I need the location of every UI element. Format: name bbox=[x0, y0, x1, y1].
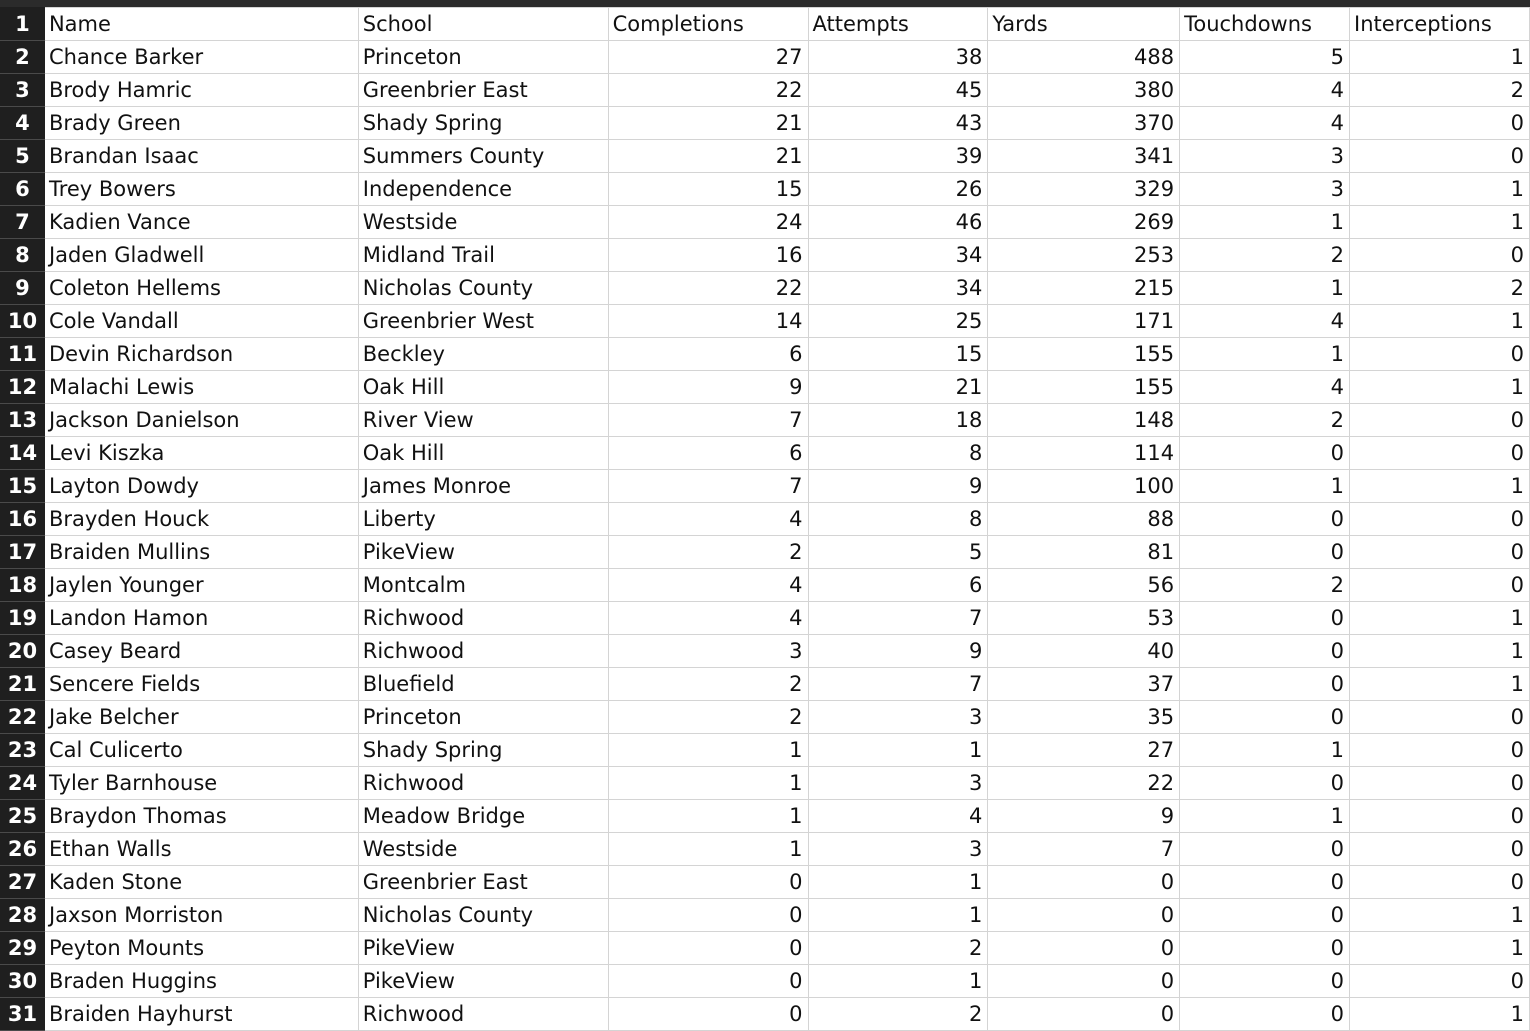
cell-completions[interactable]: 0 bbox=[608, 932, 808, 965]
cell-touchdowns[interactable]: 3 bbox=[1180, 140, 1350, 173]
cell-interceptions[interactable]: 0 bbox=[1350, 965, 1530, 998]
cell-touchdowns[interactable]: 0 bbox=[1180, 602, 1350, 635]
cell-touchdowns[interactable]: 0 bbox=[1180, 998, 1350, 1031]
cell-school[interactable]: Westside bbox=[358, 206, 608, 239]
cell-yards[interactable]: 0 bbox=[988, 932, 1180, 965]
cell-interceptions[interactable]: 0 bbox=[1350, 800, 1530, 833]
table-row bbox=[1, 503, 1530, 536]
cell-completions[interactable]: 0 bbox=[608, 866, 808, 899]
table-row bbox=[1, 41, 1530, 74]
header-cell-completions[interactable]: Completions bbox=[608, 8, 808, 41]
cell-yards[interactable]: 114 bbox=[988, 437, 1180, 470]
cell-touchdowns[interactable]: 1 bbox=[1180, 470, 1350, 503]
cell-completions[interactable]: 15 bbox=[608, 173, 808, 206]
cell-attempts[interactable]: 1 bbox=[808, 866, 988, 899]
header-cell-interceptions[interactable]: Interceptions bbox=[1350, 8, 1530, 41]
cell-name[interactable]: Layton Dowdy bbox=[44, 470, 358, 503]
cell-interceptions[interactable]: 0 bbox=[1350, 404, 1530, 437]
cell-touchdowns[interactable]: 1 bbox=[1180, 800, 1350, 833]
table-row bbox=[1, 800, 1530, 833]
cell-name[interactable]: Coleton Hellems bbox=[44, 272, 358, 305]
cell-touchdowns[interactable]: 0 bbox=[1180, 437, 1350, 470]
cell-name[interactable]: Peyton Mounts bbox=[44, 932, 358, 965]
cell-name[interactable]: Brady Green bbox=[44, 107, 358, 140]
table-row bbox=[1, 668, 1530, 701]
row-number[interactable]: 4 bbox=[1, 107, 45, 140]
table-row bbox=[1, 965, 1530, 998]
table-row bbox=[1, 107, 1530, 140]
cell-touchdowns[interactable]: 3 bbox=[1180, 173, 1350, 206]
cell-attempts[interactable]: 45 bbox=[808, 74, 988, 107]
row-number[interactable]: 9 bbox=[1, 272, 45, 305]
header-row bbox=[1, 8, 1530, 41]
row-number[interactable]: 30 bbox=[1, 965, 45, 998]
row-number[interactable]: 22 bbox=[1, 701, 45, 734]
row-number[interactable]: 10 bbox=[1, 305, 45, 338]
cell-attempts[interactable]: 5 bbox=[808, 536, 988, 569]
cell-name[interactable]: Kaden Stone bbox=[44, 866, 358, 899]
cell-attempts[interactable]: 1 bbox=[808, 734, 988, 767]
cell-attempts[interactable]: 21 bbox=[808, 371, 988, 404]
cell-touchdowns[interactable]: 1 bbox=[1180, 338, 1350, 371]
cell-interceptions[interactable]: 2 bbox=[1350, 74, 1530, 107]
cell-interceptions[interactable]: 1 bbox=[1350, 371, 1530, 404]
row-number[interactable]: 5 bbox=[1, 140, 45, 173]
row-number[interactable]: 24 bbox=[1, 767, 45, 800]
cell-touchdowns[interactable]: 0 bbox=[1180, 932, 1350, 965]
cell-yards[interactable]: 7 bbox=[988, 833, 1180, 866]
cell-name[interactable]: Jake Belcher bbox=[44, 701, 358, 734]
cell-school[interactable]: Richwood bbox=[358, 767, 608, 800]
cell-yards[interactable]: 9 bbox=[988, 800, 1180, 833]
header-cell-school[interactable]: School bbox=[358, 8, 608, 41]
cell-yards[interactable]: 0 bbox=[988, 899, 1180, 932]
cell-attempts[interactable]: 43 bbox=[808, 107, 988, 140]
cell-interceptions[interactable]: 0 bbox=[1350, 569, 1530, 602]
cell-attempts[interactable]: 18 bbox=[808, 404, 988, 437]
cell-touchdowns[interactable]: 0 bbox=[1180, 833, 1350, 866]
cell-interceptions[interactable]: 0 bbox=[1350, 701, 1530, 734]
cell-interceptions[interactable]: 0 bbox=[1350, 338, 1530, 371]
cell-school[interactable]: River View bbox=[358, 404, 608, 437]
cell-attempts[interactable]: 6 bbox=[808, 569, 988, 602]
cell-attempts[interactable]: 2 bbox=[808, 998, 988, 1031]
table-row bbox=[1, 437, 1530, 470]
cell-name[interactable]: Jaden Gladwell bbox=[44, 239, 358, 272]
cell-school[interactable]: Greenbrier West bbox=[358, 305, 608, 338]
cell-completions[interactable]: 27 bbox=[608, 41, 808, 74]
cell-yards[interactable]: 27 bbox=[988, 734, 1180, 767]
table-row bbox=[1, 173, 1530, 206]
cell-name[interactable]: Tyler Barnhouse bbox=[44, 767, 358, 800]
cell-completions[interactable]: 4 bbox=[608, 569, 808, 602]
table-row bbox=[1, 371, 1530, 404]
cell-touchdowns[interactable]: 0 bbox=[1180, 536, 1350, 569]
cell-school[interactable]: Independence bbox=[358, 173, 608, 206]
cell-yards[interactable]: 370 bbox=[988, 107, 1180, 140]
cell-yards[interactable]: 341 bbox=[988, 140, 1180, 173]
cell-yards[interactable]: 329 bbox=[988, 173, 1180, 206]
cell-completions[interactable]: 16 bbox=[608, 239, 808, 272]
cell-school[interactable]: PikeView bbox=[358, 536, 608, 569]
cell-school[interactable]: James Monroe bbox=[358, 470, 608, 503]
row-number[interactable]: 1 bbox=[1, 8, 45, 41]
cell-attempts[interactable]: 38 bbox=[808, 41, 988, 74]
cell-name[interactable]: Jaxson Morriston bbox=[44, 899, 358, 932]
cell-yards[interactable]: 40 bbox=[988, 635, 1180, 668]
cell-touchdowns[interactable]: 0 bbox=[1180, 635, 1350, 668]
cell-school[interactable]: Liberty bbox=[358, 503, 608, 536]
row-number[interactable]: 17 bbox=[1, 536, 45, 569]
cell-touchdowns[interactable]: 1 bbox=[1180, 734, 1350, 767]
row-number[interactable]: 14 bbox=[1, 437, 45, 470]
cell-school[interactable]: Princeton bbox=[358, 41, 608, 74]
cell-completions[interactable]: 6 bbox=[608, 338, 808, 371]
row-number[interactable]: 8 bbox=[1, 239, 45, 272]
cell-name[interactable]: Jackson Danielson bbox=[44, 404, 358, 437]
cell-attempts[interactable]: 3 bbox=[808, 701, 988, 734]
cell-yards[interactable]: 53 bbox=[988, 602, 1180, 635]
cell-completions[interactable]: 2 bbox=[608, 668, 808, 701]
cell-attempts[interactable]: 15 bbox=[808, 338, 988, 371]
cell-completions[interactable]: 1 bbox=[608, 800, 808, 833]
cell-interceptions[interactable]: 0 bbox=[1350, 437, 1530, 470]
table-row bbox=[1, 734, 1530, 767]
cell-completions[interactable]: 9 bbox=[608, 371, 808, 404]
header-cell-touchdowns[interactable]: Touchdowns bbox=[1180, 8, 1350, 41]
table-row bbox=[1, 239, 1530, 272]
table-row bbox=[1, 602, 1530, 635]
cell-interceptions[interactable]: 1 bbox=[1350, 206, 1530, 239]
cell-completions[interactable]: 1 bbox=[608, 734, 808, 767]
cell-touchdowns[interactable]: 0 bbox=[1180, 866, 1350, 899]
cell-name[interactable]: Brandan Isaac bbox=[44, 140, 358, 173]
cell-touchdowns[interactable]: 5 bbox=[1180, 41, 1350, 74]
cell-interceptions[interactable]: 0 bbox=[1350, 734, 1530, 767]
table-row bbox=[1, 272, 1530, 305]
cell-school[interactable]: Shady Spring bbox=[358, 734, 608, 767]
row-number[interactable]: 31 bbox=[1, 998, 45, 1031]
cell-attempts[interactable]: 46 bbox=[808, 206, 988, 239]
cell-interceptions[interactable]: 0 bbox=[1350, 833, 1530, 866]
cell-touchdowns[interactable]: 0 bbox=[1180, 668, 1350, 701]
cell-attempts[interactable]: 2 bbox=[808, 932, 988, 965]
row-number[interactable]: 7 bbox=[1, 206, 45, 239]
cell-school[interactable]: Greenbrier East bbox=[358, 74, 608, 107]
cell-name[interactable]: Brody Hamric bbox=[44, 74, 358, 107]
row-number[interactable]: 18 bbox=[1, 569, 45, 602]
cell-attempts[interactable]: 34 bbox=[808, 272, 988, 305]
row-number[interactable]: 28 bbox=[1, 899, 45, 932]
table-row bbox=[1, 536, 1530, 569]
cell-interceptions[interactable]: 0 bbox=[1350, 140, 1530, 173]
cell-interceptions[interactable]: 1 bbox=[1350, 470, 1530, 503]
table-row bbox=[1, 569, 1530, 602]
cell-touchdowns[interactable]: 0 bbox=[1180, 701, 1350, 734]
cell-school[interactable]: Shady Spring bbox=[358, 107, 608, 140]
cell-interceptions[interactable]: 0 bbox=[1350, 107, 1530, 140]
cell-name[interactable]: Braiden Hayhurst bbox=[44, 998, 358, 1031]
cell-attempts[interactable]: 7 bbox=[808, 668, 988, 701]
table-row bbox=[1, 470, 1530, 503]
cell-name[interactable]: Chance Barker bbox=[44, 41, 358, 74]
row-number[interactable]: 15 bbox=[1, 470, 45, 503]
table-row bbox=[1, 338, 1530, 371]
row-number[interactable]: 21 bbox=[1, 668, 45, 701]
cell-name[interactable]: Malachi Lewis bbox=[44, 371, 358, 404]
cell-attempts[interactable]: 9 bbox=[808, 470, 988, 503]
cell-attempts[interactable]: 3 bbox=[808, 833, 988, 866]
cell-attempts[interactable]: 39 bbox=[808, 140, 988, 173]
cell-yards[interactable]: 148 bbox=[988, 404, 1180, 437]
table-row bbox=[1, 305, 1530, 338]
cell-yards[interactable]: 0 bbox=[988, 866, 1180, 899]
cell-touchdowns[interactable]: 4 bbox=[1180, 107, 1350, 140]
cell-completions[interactable]: 14 bbox=[608, 305, 808, 338]
cell-interceptions[interactable]: 1 bbox=[1350, 173, 1530, 206]
cell-name[interactable]: Braydon Thomas bbox=[44, 800, 358, 833]
table-row bbox=[1, 998, 1530, 1031]
cell-attempts[interactable]: 34 bbox=[808, 239, 988, 272]
cell-school[interactable]: Oak Hill bbox=[358, 437, 608, 470]
cell-touchdowns[interactable]: 1 bbox=[1180, 272, 1350, 305]
cell-yards[interactable]: 88 bbox=[988, 503, 1180, 536]
cell-touchdowns[interactable]: 2 bbox=[1180, 239, 1350, 272]
row-number[interactable]: 23 bbox=[1, 734, 45, 767]
cell-name[interactable]: Trey Bowers bbox=[44, 173, 358, 206]
table-row bbox=[1, 140, 1530, 173]
cell-interceptions[interactable]: 0 bbox=[1350, 239, 1530, 272]
spreadsheet-grid bbox=[0, 7, 1530, 1031]
cell-school[interactable]: PikeView bbox=[358, 932, 608, 965]
cell-attempts[interactable]: 8 bbox=[808, 503, 988, 536]
cell-interceptions[interactable]: 1 bbox=[1350, 998, 1530, 1031]
table-row bbox=[1, 866, 1530, 899]
cell-name[interactable]: Jaylen Younger bbox=[44, 569, 358, 602]
cell-yards[interactable]: 100 bbox=[988, 470, 1180, 503]
cell-interceptions[interactable]: 1 bbox=[1350, 932, 1530, 965]
cell-touchdowns[interactable]: 0 bbox=[1180, 899, 1350, 932]
cell-attempts[interactable]: 1 bbox=[808, 965, 988, 998]
header-cell-yards[interactable]: Yards bbox=[988, 8, 1180, 41]
cell-school[interactable]: Princeton bbox=[358, 701, 608, 734]
cell-completions[interactable]: 7 bbox=[608, 404, 808, 437]
cell-name[interactable]: Brayden Houck bbox=[44, 503, 358, 536]
table-row bbox=[1, 833, 1530, 866]
cell-touchdowns[interactable]: 4 bbox=[1180, 371, 1350, 404]
cell-name[interactable]: Kadien Vance bbox=[44, 206, 358, 239]
row-number[interactable]: 19 bbox=[1, 602, 45, 635]
cell-school[interactable]: Midland Trail bbox=[358, 239, 608, 272]
cell-attempts[interactable]: 9 bbox=[808, 635, 988, 668]
cell-yards[interactable]: 155 bbox=[988, 338, 1180, 371]
table-row bbox=[1, 701, 1530, 734]
table-row bbox=[1, 206, 1530, 239]
cell-touchdowns[interactable]: 0 bbox=[1180, 503, 1350, 536]
header-cell-name[interactable]: Name bbox=[44, 8, 358, 41]
cell-completions[interactable]: 22 bbox=[608, 272, 808, 305]
cell-interceptions[interactable]: 1 bbox=[1350, 635, 1530, 668]
cell-school[interactable]: Richwood bbox=[358, 998, 608, 1031]
cell-attempts[interactable]: 4 bbox=[808, 800, 988, 833]
cell-yards[interactable]: 269 bbox=[988, 206, 1180, 239]
cell-completions[interactable]: 1 bbox=[608, 767, 808, 800]
cell-touchdowns[interactable]: 2 bbox=[1180, 404, 1350, 437]
cell-interceptions[interactable]: 1 bbox=[1350, 602, 1530, 635]
cell-yards[interactable]: 253 bbox=[988, 239, 1180, 272]
cell-yards[interactable]: 380 bbox=[988, 74, 1180, 107]
cell-interceptions[interactable]: 1 bbox=[1350, 899, 1530, 932]
table-row bbox=[1, 404, 1530, 437]
cell-school[interactable]: Summers County bbox=[358, 140, 608, 173]
cell-school[interactable]: PikeView bbox=[358, 965, 608, 998]
cell-name[interactable]: Levi Kiszka bbox=[44, 437, 358, 470]
cell-interceptions[interactable]: 0 bbox=[1350, 536, 1530, 569]
table-row bbox=[1, 74, 1530, 107]
cell-attempts[interactable]: 7 bbox=[808, 602, 988, 635]
cell-completions[interactable]: 1 bbox=[608, 833, 808, 866]
cell-name[interactable]: Landon Hamon bbox=[44, 602, 358, 635]
cell-school[interactable]: Nicholas County bbox=[358, 272, 608, 305]
cell-attempts[interactable]: 26 bbox=[808, 173, 988, 206]
cell-name[interactable]: Braden Huggins bbox=[44, 965, 358, 998]
cell-completions[interactable]: 21 bbox=[608, 107, 808, 140]
cell-school[interactable]: Meadow Bridge bbox=[358, 800, 608, 833]
row-number[interactable]: 11 bbox=[1, 338, 45, 371]
cell-yards[interactable]: 155 bbox=[988, 371, 1180, 404]
cell-touchdowns[interactable]: 0 bbox=[1180, 767, 1350, 800]
cell-completions[interactable]: 0 bbox=[608, 899, 808, 932]
cell-name[interactable]: Casey Beard bbox=[44, 635, 358, 668]
cell-completions[interactable]: 6 bbox=[608, 437, 808, 470]
cell-touchdowns[interactable]: 4 bbox=[1180, 305, 1350, 338]
cell-school[interactable]: Bluefield bbox=[358, 668, 608, 701]
cell-completions[interactable]: 7 bbox=[608, 470, 808, 503]
cell-yards[interactable]: 0 bbox=[988, 965, 1180, 998]
cell-yards[interactable]: 56 bbox=[988, 569, 1180, 602]
cell-touchdowns[interactable]: 0 bbox=[1180, 965, 1350, 998]
cell-name[interactable]: Cole Vandall bbox=[44, 305, 358, 338]
row-number[interactable]: 25 bbox=[1, 800, 45, 833]
cell-school[interactable]: Richwood bbox=[358, 602, 608, 635]
row-number[interactable]: 6 bbox=[1, 173, 45, 206]
cell-interceptions[interactable]: 0 bbox=[1350, 503, 1530, 536]
cell-interceptions[interactable]: 0 bbox=[1350, 866, 1530, 899]
cell-interceptions[interactable]: 1 bbox=[1350, 305, 1530, 338]
cell-attempts[interactable]: 25 bbox=[808, 305, 988, 338]
cell-completions[interactable]: 0 bbox=[608, 965, 808, 998]
cell-school[interactable]: Westside bbox=[358, 833, 608, 866]
cell-completions[interactable]: 21 bbox=[608, 140, 808, 173]
cell-completions[interactable]: 2 bbox=[608, 536, 808, 569]
cell-school[interactable]: Nicholas County bbox=[358, 899, 608, 932]
header-cell-attempts[interactable]: Attempts bbox=[808, 8, 988, 41]
table-row bbox=[1, 932, 1530, 965]
cell-completions[interactable]: 4 bbox=[608, 503, 808, 536]
cell-name[interactable]: Ethan Walls bbox=[44, 833, 358, 866]
cell-name[interactable]: Braiden Mullins bbox=[44, 536, 358, 569]
cell-interceptions[interactable]: 1 bbox=[1350, 41, 1530, 74]
cell-completions[interactable]: 2 bbox=[608, 701, 808, 734]
table-row bbox=[1, 635, 1530, 668]
cell-completions[interactable]: 22 bbox=[608, 74, 808, 107]
row-number[interactable]: 16 bbox=[1, 503, 45, 536]
cell-completions[interactable]: 0 bbox=[608, 998, 808, 1031]
table-row bbox=[1, 767, 1530, 800]
cell-school[interactable]: Greenbrier East bbox=[358, 866, 608, 899]
cell-school[interactable]: Beckley bbox=[358, 338, 608, 371]
cell-name[interactable]: Cal Culicerto bbox=[44, 734, 358, 767]
cell-school[interactable]: Montcalm bbox=[358, 569, 608, 602]
row-number[interactable]: 2 bbox=[1, 41, 45, 74]
cell-name[interactable]: Sencere Fields bbox=[44, 668, 358, 701]
row-number[interactable]: 3 bbox=[1, 74, 45, 107]
cell-completions[interactable]: 3 bbox=[608, 635, 808, 668]
row-number[interactable]: 26 bbox=[1, 833, 45, 866]
row-number[interactable]: 20 bbox=[1, 635, 45, 668]
cell-school[interactable]: Richwood bbox=[358, 635, 608, 668]
table-row bbox=[1, 899, 1530, 932]
cell-yards[interactable]: 37 bbox=[988, 668, 1180, 701]
row-number[interactable]: 29 bbox=[1, 932, 45, 965]
cell-yards[interactable]: 22 bbox=[988, 767, 1180, 800]
cell-touchdowns[interactable]: 4 bbox=[1180, 74, 1350, 107]
cell-name[interactable]: Devin Richardson bbox=[44, 338, 358, 371]
cell-yards[interactable]: 81 bbox=[988, 536, 1180, 569]
row-number[interactable]: 13 bbox=[1, 404, 45, 437]
cell-interceptions[interactable]: 0 bbox=[1350, 767, 1530, 800]
cell-interceptions[interactable]: 2 bbox=[1350, 272, 1530, 305]
cell-school[interactable]: Oak Hill bbox=[358, 371, 608, 404]
cell-completions[interactable]: 4 bbox=[608, 602, 808, 635]
cell-yards[interactable]: 215 bbox=[988, 272, 1180, 305]
cell-completions[interactable]: 24 bbox=[608, 206, 808, 239]
cell-yards[interactable]: 0 bbox=[988, 998, 1180, 1031]
cell-touchdowns[interactable]: 1 bbox=[1180, 206, 1350, 239]
cell-attempts[interactable]: 8 bbox=[808, 437, 988, 470]
row-number[interactable]: 27 bbox=[1, 866, 45, 899]
cell-yards[interactable]: 35 bbox=[988, 701, 1180, 734]
cell-touchdowns[interactable]: 2 bbox=[1180, 569, 1350, 602]
row-number[interactable]: 12 bbox=[1, 371, 45, 404]
spreadsheet-top-edge bbox=[0, 0, 1530, 7]
cell-interceptions[interactable]: 1 bbox=[1350, 668, 1530, 701]
cell-yards[interactable]: 171 bbox=[988, 305, 1180, 338]
cell-attempts[interactable]: 3 bbox=[808, 767, 988, 800]
cell-yards[interactable]: 488 bbox=[988, 41, 1180, 74]
cell-attempts[interactable]: 1 bbox=[808, 899, 988, 932]
